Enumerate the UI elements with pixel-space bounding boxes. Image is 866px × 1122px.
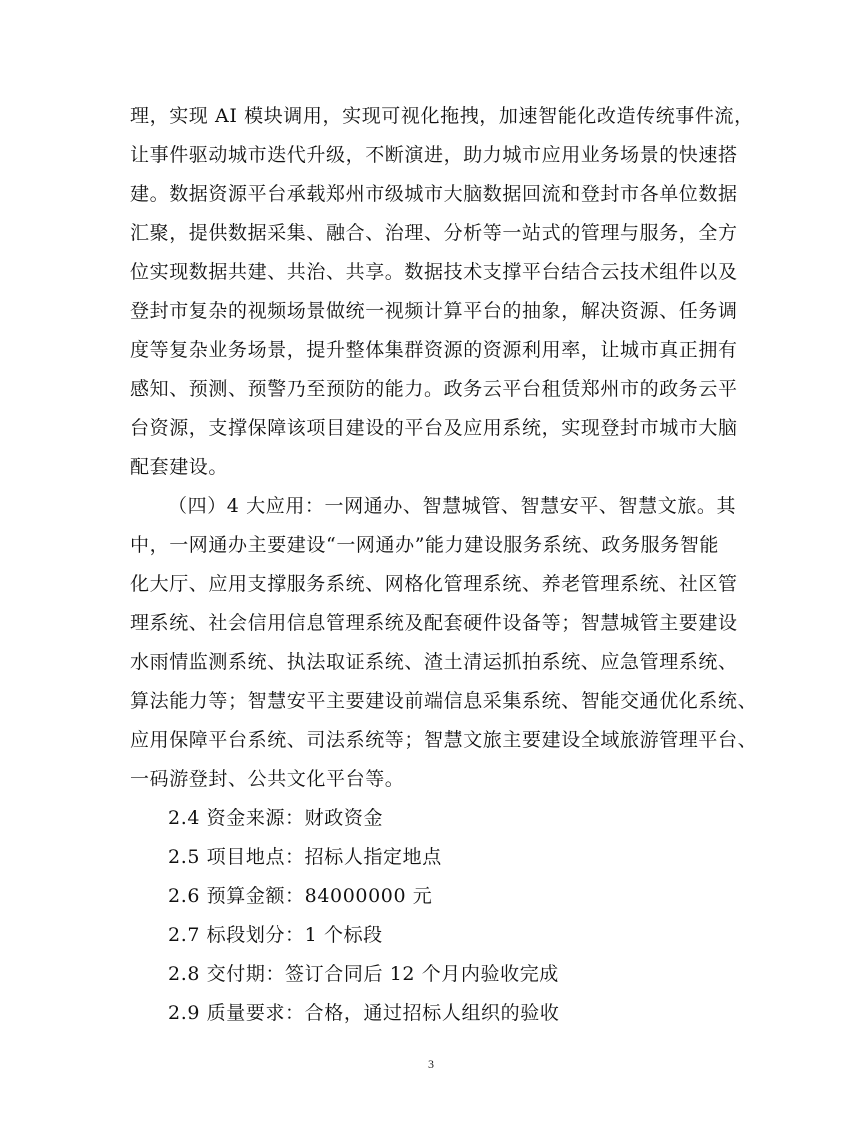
text-line: 理，实现 AI 模块调用，实现可视化拖拽，加速智能化改造传统事件流，: [130, 105, 754, 127]
text-line: 水雨情监测系统、执法取证系统、渣土清运抓拍系统、应急管理系统、: [130, 651, 738, 673]
text-line: 一码游登封、公共文化平台等。: [130, 768, 405, 790]
item-lot-division: 2.7 标段划分：1 个标段: [168, 924, 383, 946]
item-delivery-period: 2.8 交付期：签订合同后 12 个月内验收完成: [168, 963, 559, 985]
text-line: 度等复杂业务场景，提升整体集群资源的资源利用率，让城市真正拥有: [130, 339, 738, 361]
text-line: 让事件驱动城市迭代升级，不断演进，助力城市应用业务场景的快速搭: [130, 144, 738, 166]
item-budget-amount: 2.6 预算金额：84000000 元: [168, 885, 433, 907]
item-project-location: 2.5 项目地点：招标人指定地点: [168, 846, 442, 868]
text-line: 算法能力等；智慧安平主要建设前端信息采集系统、智能交通优化系统、: [130, 690, 758, 712]
text-line: （四）4 大应用：一网通办、智慧城管、智慧安平、智慧文旅。其: [168, 495, 737, 517]
text-line: 应用保障平台系统、司法系统等；智慧文旅主要建设全域旅游管理平台、: [130, 729, 758, 751]
text-line: 汇聚，提供数据采集、融合、治理、分析等一站式的管理与服务，全方: [130, 222, 738, 244]
item-quality-requirement: 2.9 质量要求：合格，通过招标人组织的验收: [168, 1002, 560, 1024]
text-line: 配套建设。: [130, 456, 229, 478]
text-line: 位实现数据共建、共治、共享。数据技术支撑平台结合云技术组件以及: [130, 261, 738, 283]
text-line: 中，一网通办主要建设“一网通办”能力建设服务系统、政务服务智能: [130, 534, 720, 556]
text-line: 台资源，支撑保障该项目建设的平台及应用系统，实现登封市城市大脑: [130, 417, 738, 439]
text-line: 登封市复杂的视频场景做统一视频计算平台的抽象，解决资源、任务调: [130, 300, 738, 322]
text-line: 建。数据资源平台承载郑州市级城市大脑数据回流和登封市各单位数据: [130, 183, 738, 205]
item-funding-source: 2.4 资金来源：财政资金: [168, 807, 384, 829]
text-line: 感知、预测、预警乃至预防的能力。政务云平台租赁郑州市的政务云平: [130, 378, 738, 400]
text-line: 化大厅、应用支撑服务系统、网格化管理系统、养老管理系统、社区管: [130, 573, 738, 595]
page-number: 3: [428, 1057, 434, 1071]
text-line: 理系统、社会信用信息管理系统及配套硬件设备等；智慧城管主要建设: [130, 612, 738, 634]
